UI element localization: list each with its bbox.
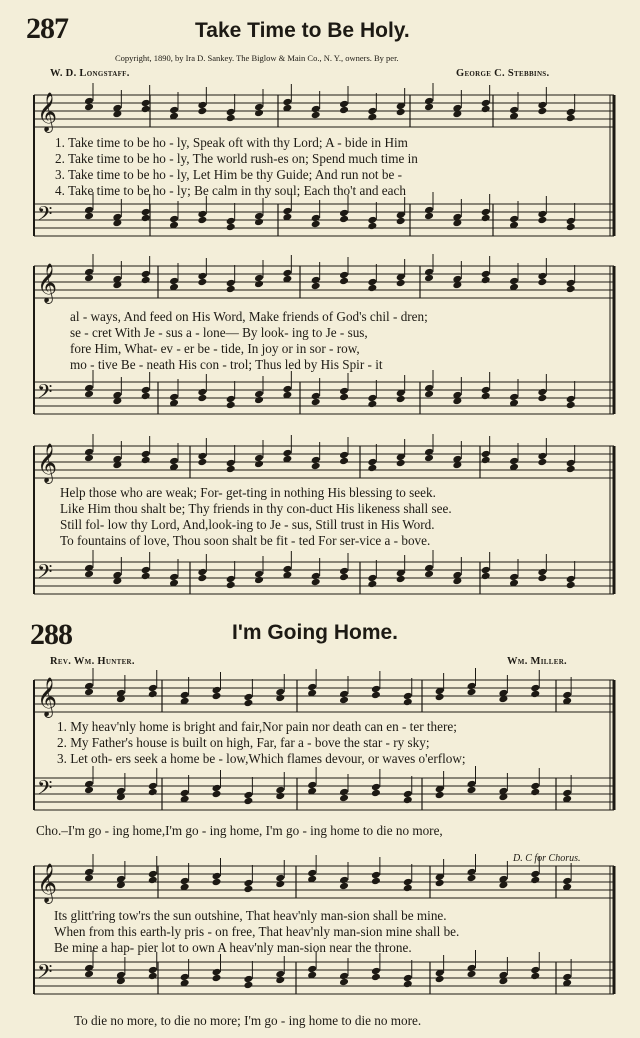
lyric-line: Help those who are weak; For- get-ting in nothing His blessing to seek.	[60, 485, 436, 500]
lyric-line: To fountains of love, Thou soon shalt be fit - ted For ser-vice a - bove.	[60, 533, 431, 548]
lyric-line: 3. Let oth- ers seek a home be - low,Which flames devour, or waves o'erflow;	[57, 751, 466, 766]
composer-credit: Wm. Miller.	[507, 656, 567, 667]
composer-credit: George C. Stebbins.	[456, 68, 550, 79]
svg-text:𝄞: 𝄞	[37, 92, 58, 132]
lyric-line: Its glitt'ring tow'rs the sun outshine, That heav'nly man-sion shall be mine.	[54, 908, 447, 923]
lyric-line: se - cret With Je - sus a - lone— By look- ing to Je - sus,	[70, 325, 368, 340]
svg-text:𝄢: 𝄢	[37, 560, 53, 588]
svg-text:𝄢: 𝄢	[37, 380, 53, 408]
svg-text:𝄢: 𝄢	[37, 960, 53, 988]
verse-block-3	[60, 485, 452, 549]
lyric-line: Like Him thou shalt be; Thy friends in thy con-duct His likeness shall see.	[60, 501, 452, 516]
svg-text:𝄞: 𝄞	[37, 863, 58, 903]
svg-text:𝄢: 𝄢	[37, 776, 53, 804]
lyric-line: 2. My Father's house is built on high, Far, far a - bove the star - ry sky;	[57, 735, 430, 750]
lyric-line: 1. My heav'nly home is bright and fair,Nor pain nor death can en - ter there;	[57, 719, 457, 734]
verse-block-4	[57, 719, 466, 767]
chorus-line: Cho.–I'm go - ing home,I'm go - ing home, I'm go - ing home to die no more,	[36, 823, 443, 838]
verse-block-2	[70, 309, 428, 373]
lyric-line: 1. Take time to be ho - ly, Speak oft with thy Lord; A - bide in Him	[55, 135, 408, 150]
dc-instruction: D. C for Chorus.	[513, 853, 581, 864]
verse-block-1	[55, 135, 418, 199]
chorus-end-line: To die no more, to die no more; I'm go - ing home to die no more.	[74, 1013, 422, 1028]
svg-text:𝄞: 𝄞	[37, 263, 58, 303]
lyric-line: When from this earth-ly pris - on free, That heav'nly man-sion mine shall be.	[54, 924, 460, 939]
author-credit: Rev. Wm. Hunter.	[50, 656, 135, 667]
hymn-number: 288	[30, 618, 72, 651]
hymn-title: I'm Going Home.	[232, 621, 399, 644]
svg-text:𝄞: 𝄞	[37, 677, 58, 717]
lyric-line: Be mine a hap- pier lot to own A heav'nly man-sion near the throne.	[54, 940, 412, 955]
lyric-line: 3. Take time to be ho - ly, Let Him be thy Guide; And run not be -	[55, 167, 403, 182]
lyric-line: al - ways, And feed on His Word, Make friends of God's chil - dren;	[70, 309, 428, 324]
hymn-title: Take Time to Be Holy.	[195, 19, 410, 42]
author-credit: W. D. Longstaff.	[50, 68, 130, 79]
svg-text:𝄢: 𝄢	[37, 202, 53, 230]
lyric-line: mo - tive Be - neath His con - trol; Thus led by His Spir - it	[70, 357, 383, 372]
lyric-line: 2. Take time to be ho - ly, The world rush-es on; Spend much time in	[55, 151, 418, 166]
lyric-line: Still fol- low thy Lord, And,look-ing to Je - sus, Still trust in His Word.	[60, 517, 435, 532]
lyric-line: fore Him, What- ev - er be - tide, In joy or in sor - row,	[70, 341, 360, 356]
copyright-notice: Copyright, 1890, by Ira D. Sankey. The Biglow & Main Co., N. Y., owners. By per.	[115, 53, 399, 63]
verse-block-5	[54, 908, 459, 956]
svg-text:𝄞: 𝄞	[37, 443, 58, 483]
lyric-line: 4. Take time to be ho - ly; Be calm in thy soul; Each tho't and each	[55, 183, 406, 198]
hymn-number: 287	[26, 12, 68, 45]
